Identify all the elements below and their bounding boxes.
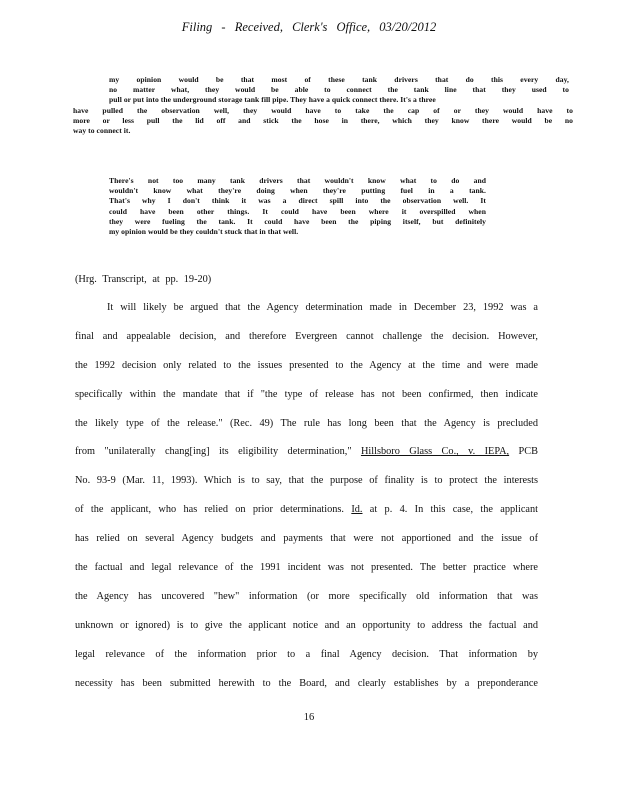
body-line: the likely type of the release." (Rec. 49) The rule has long been that the Agency is precluded — [75, 417, 538, 429]
page-header: Filing - Received, Clerk's Office, 03/20/2012 — [181, 20, 437, 34]
body-line: from "unilaterally chang[ing] its eligibility determination," Hillsboro Glass Co., v. IEPA, PCB — [75, 446, 538, 458]
quote-line: have pulled the observation well, they would have to take the cap of or they would have to — [73, 106, 573, 115]
testimony-quote-1-continued — [73, 106, 573, 137]
quote-line: no matter what, they would be able to connect the tank line that they used to — [109, 85, 569, 95]
transcript-citation: (Hrg. Transcript, at pp. 19-20) — [75, 274, 212, 285]
body-paragraph — [75, 298, 538, 702]
body-line: It will likely be argued that the Agency determination made in December 23, 1992 was a — [107, 302, 538, 313]
body-line: the 1992 decision only related to the issues presented to the Agency at the time and were made — [75, 359, 538, 371]
body-line: legal relevance of the information prior to a final Agency decision. That information by — [75, 648, 538, 660]
body-line: of the applicant, who has relied on prior determinations. Id. at p. 4. In this case, the applicant — [75, 504, 538, 516]
body-line: the factual and legal relevance of the 1991 incident was not presented. The better practice where — [75, 562, 538, 574]
quote-line: my opinion would be that most of these tank drivers that do this every day, — [109, 75, 569, 84]
quote-line: they were fueling the tank. It could have been the piping itself, but definitely — [109, 216, 486, 226]
body-line: necessity has been submitted herewith to the Board, and clearly establishes by a preponderance — [75, 677, 538, 689]
body-line: specifically within the mandate that if "the type of release has not been confirmed, then indicate — [75, 388, 538, 400]
body-line: No. 93-9 (Mar. 11, 1993). Which is to say, that the purpose of finality is to protect the interests — [75, 475, 538, 487]
case-citation: Id. — [351, 504, 363, 516]
quote-line: pull or put into the underground storage tank fill pipe. They have a quick connect there. It's a three — [109, 95, 436, 105]
page-number: 16 — [303, 712, 315, 723]
body-line: final and appealable decision, and therefore Evergreen cannot challenge the decision. However, — [75, 330, 538, 342]
quote-line: way to connect it. — [73, 126, 131, 136]
testimony-quote-1 — [109, 75, 569, 106]
testimony-quote-2 — [109, 176, 486, 237]
case-citation: Hillsboro Glass Co., v. IEPA, — [360, 446, 510, 458]
quote-line: There's not too many tank drivers that wouldn't know what to do and — [109, 176, 486, 185]
body-line: unknown or ignored) is to give the applicant notice and an opportunity to address the factual and — [75, 619, 538, 631]
quote-line: my opinion would be they couldn't stuck that in that well. — [109, 227, 299, 237]
quote-line: could have been other things. It could have been where it overspilled when — [109, 206, 486, 216]
body-line: the Agency has uncovered "hew" information (or more specifically old information that was — [75, 590, 538, 602]
quote-line: more or less pull the lid off and stick the hose in there, which they know there would be no — [73, 116, 573, 126]
quote-line: That's why I don't think it was a direct spill into the observation well. It — [109, 196, 486, 206]
quote-line: wouldn't know what they're doing when they're putting fuel in a tank. — [109, 186, 486, 196]
body-line: has relied on several Agency budgets and payments that were not apportioned and the issue of — [75, 533, 538, 545]
